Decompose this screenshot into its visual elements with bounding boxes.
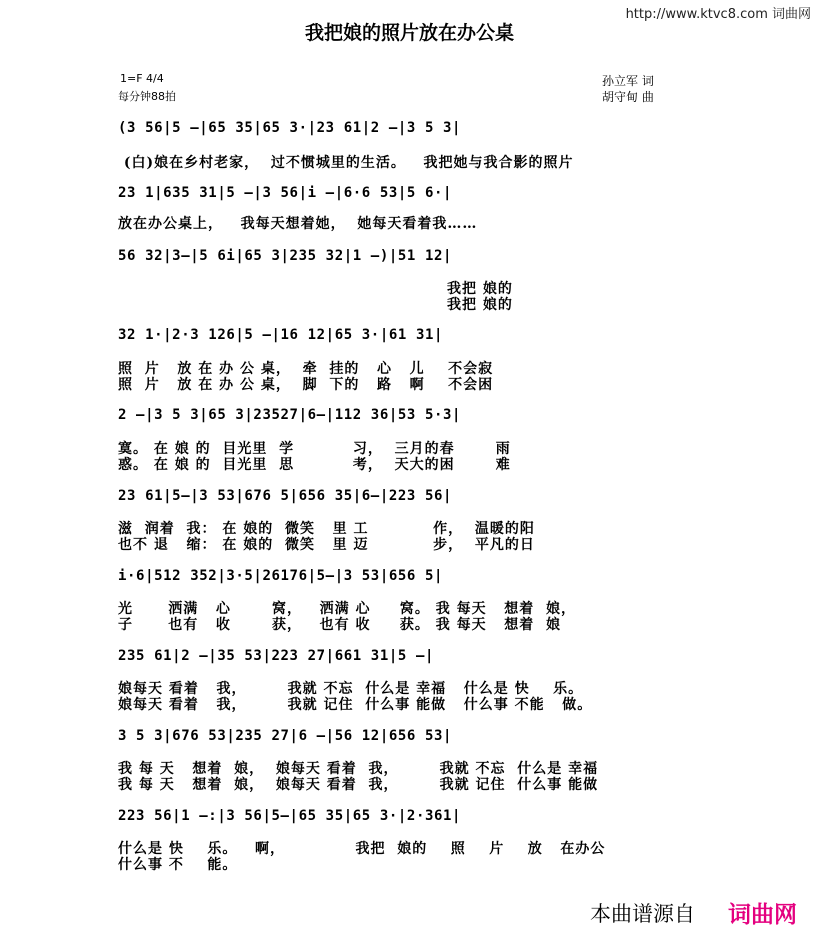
song-title: 我把娘的照片放在办公桌	[304, 22, 514, 44]
key-signature: 1=F 4/4	[120, 72, 164, 85]
lyricist-credit: 孙立军 词	[602, 74, 654, 88]
lyric-line: (白)娘在乡村老家， 过不惯城里的生活。 我把她与我合影的照片	[118, 155, 574, 171]
tempo-marking: 每分钟88拍	[118, 90, 176, 103]
composer-credit: 胡守甸 曲	[602, 90, 654, 104]
notation-line: 32 1·|2·3 126|5 —|16 12|65 3·|61 31|	[118, 327, 444, 343]
lyric-line: 放在办公桌上， 我每天想着她， 她每天看着我……	[118, 216, 478, 232]
lyric-line: 惑。 在 娘 的 目光里 思 考， 天大的困 难	[118, 457, 511, 473]
lyric-line: 也不 退 缩： 在 娘的 微笑 里 迈 步， 平凡的日	[118, 537, 535, 553]
lyric-line: 照 片 放 在 办 公 桌， 脚 下的 路 啊 不会困	[118, 377, 494, 393]
notation-line: 23 1|635 31|5 —|3 56|i —|6·6 53|5 6·|	[118, 185, 453, 201]
notation-line: 23 61|5—|3 53|676 5|656 35|6—|223 56|	[118, 488, 453, 504]
notation-line: 223 56|1 —:|3 56|5—|65 35|65 3·|2·361|	[118, 808, 462, 824]
notation-line: (3 56|5 —|65 35|65 3·|23 61|2 —|3 5 3|	[118, 120, 462, 136]
lyric-line: 寞。 在 娘 的 目光里 学 习， 三月的春 雨	[118, 441, 511, 457]
notation-line: 235 61|2 —|35 53|223 27|661 31|5 —|	[118, 648, 435, 664]
notation-line: i·6|512 352|3·5|26176|5—|3 53|656 5|	[118, 568, 444, 584]
lyric-line: 我把 娘的	[118, 281, 513, 297]
lyric-line: 娘每天 看着 我， 我就 不忘 什么是 幸福 什么是 快 乐。	[118, 681, 584, 697]
lyric-line: 子 也有 收 获， 也有 收 获。 我 每天 想着 娘	[118, 617, 561, 633]
footer-source-text: 本曲谱源自	[590, 902, 695, 926]
lyric-line: 娘每天 看着 我， 我就 记住 什么事 能做 什么事 不能 做。	[118, 697, 593, 713]
lyric-line: 滋 润着 我： 在 娘的 微笑 里 工 作， 温暖的阳	[118, 521, 535, 537]
lyric-line: 照 片 放 在 办 公 桌， 牵 挂的 心 儿 不会寂	[118, 361, 494, 377]
notation-line: 56 32|3—|5 6i|65 3|235 32|1 —)|51 12|	[118, 248, 453, 264]
notation-line: 2 —|3 5 3|65 3|23527|6—|112 36|53 5·3|	[118, 407, 462, 423]
lyric-line: 我 每 天 想着 娘， 娘每天 看着 我， 我就 不忘 什么是 幸福	[118, 761, 599, 777]
site-url[interactable]: http://www.ktvc8.com 词曲网	[625, 7, 811, 22]
lyric-line: 我 每 天 想着 娘， 娘每天 看着 我， 我就 记住 什么事 能做	[118, 777, 599, 793]
notation-line: 3 5 3|676 53|235 27|6 —|56 12|656 53|	[118, 728, 453, 744]
lyric-line: 我把 娘的	[118, 297, 513, 313]
footer-site-logo[interactable]: 词曲网	[728, 902, 797, 928]
lyric-line: 什么事 不 能。	[118, 857, 238, 873]
lyric-line: 什么是 快 乐。 啊， 我把 娘的 照 片 放 在办公	[118, 841, 606, 857]
lyric-line: 光 洒满 心 窝， 洒满 心 窝。 我 每天 想着 娘，	[118, 601, 576, 617]
